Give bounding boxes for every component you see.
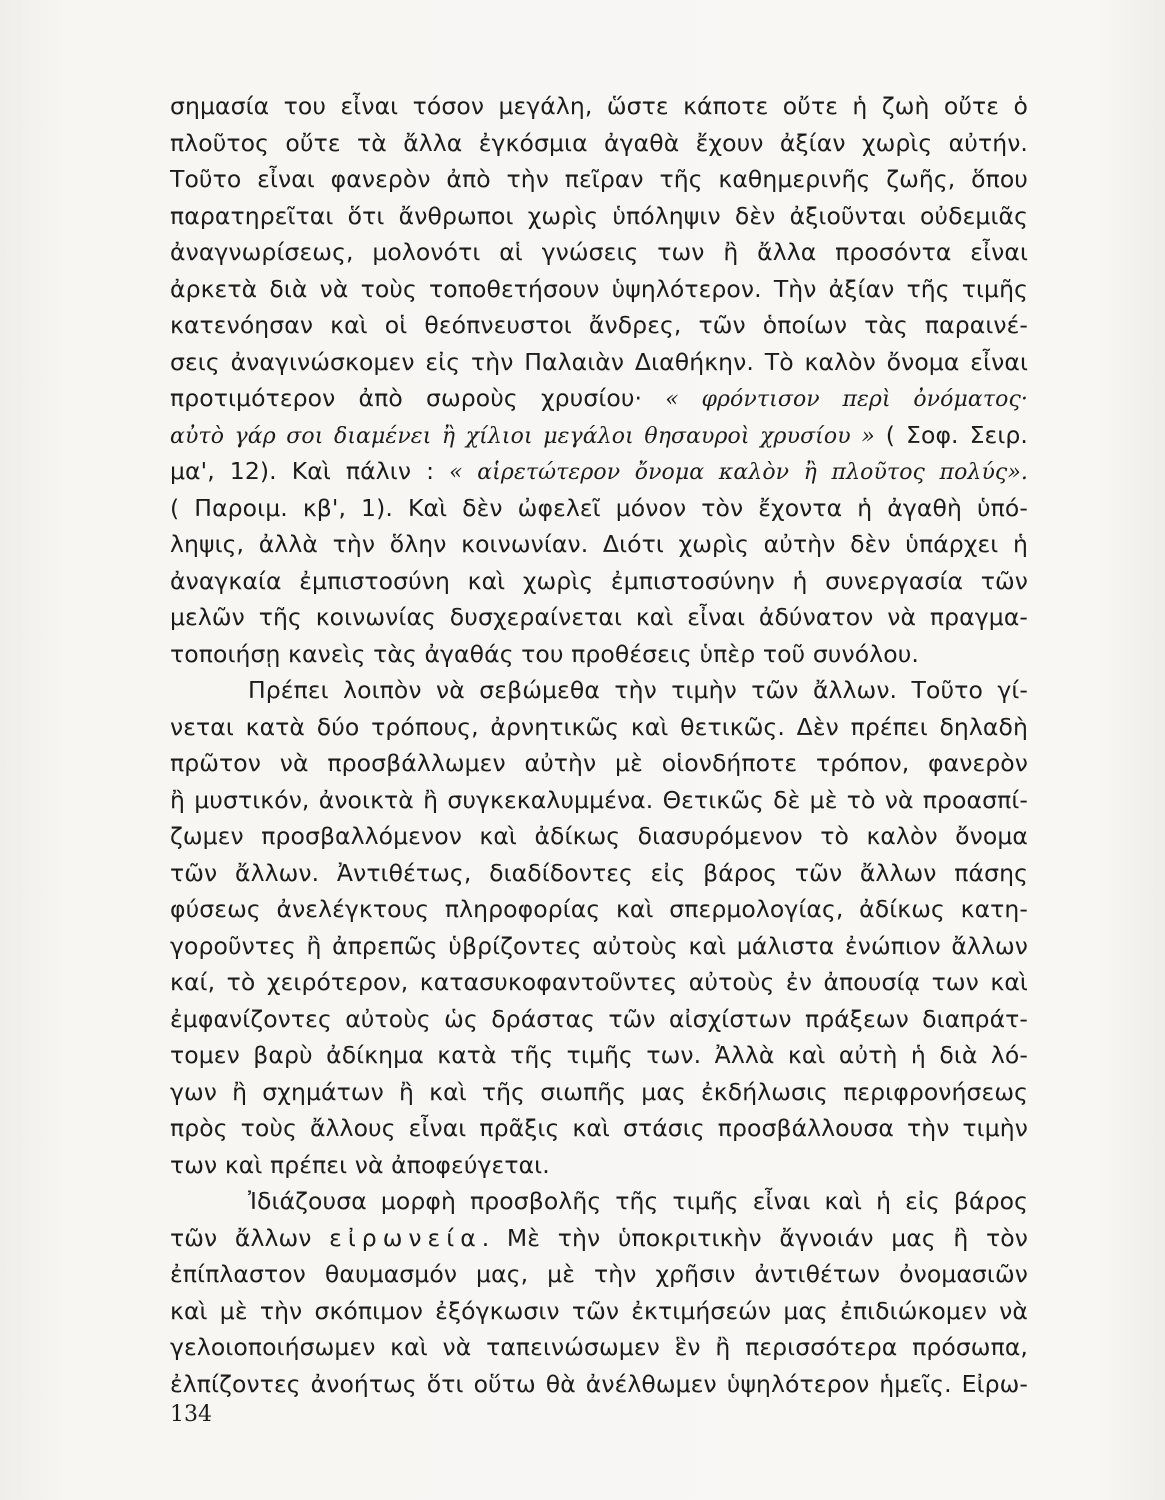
text-line-with-quote	[170, 453, 1028, 490]
text-line: γελοιοποιήσωμεν καὶ νὰ ταπεινώσωμεν ἓν ἢ περισσότερα πρόσωπα,	[170, 1333, 1028, 1361]
text-line: ἐμφανίζοντες αὐτοὺς ὡς δράστας τῶν αἰσχίστων πράξεων διαπράτ-	[170, 1004, 1028, 1033]
text-line: ἐπίπλαστον θαυμασμόν μας, μὲ τὴν χρῆσιν ἀντιθέτων ὀνομασιῶν	[170, 1260, 1028, 1288]
text-line-with-quote	[170, 417, 1028, 454]
text-line: φύσεως ἀνελέγκτους πληροφορίας καὶ σπερμολογίας, ἀδίκως κατη-	[170, 895, 1028, 923]
text-line: γων ἢ σχημάτων ἢ καὶ τῆς σιωπῆς μας ἐκδήλωσις περιφρονήσεως	[170, 1077, 1028, 1106]
text-line-with-quote	[170, 380, 1028, 417]
paragraph-first-line: Ἰδιάζουσα μορφὴ προσβολῆς τῆς τιμῆς εἶναι καὶ ἡ εἰς βάρος	[248, 1187, 1028, 1215]
text-line: ἀναγκαία ἐμπιστοσύνη καὶ χωρὶς ἐμπιστοσύνην ἡ συνεργασία τῶν	[170, 566, 1028, 595]
paragraph-first-line: Πρέπει λοιπὸν νὰ σεβώμεθα τὴν τιμὴν τῶν ἄλλων. Τοῦτο γί-	[248, 676, 1028, 704]
text-line: ἐλπίζοντες ἀνοήτως ὅτι οὕτω θὰ ἀνέλθωμεν ὑψηλότερον ἡμεῖς. Εἰρω-	[170, 1369, 1028, 1398]
text-line: ζωμεν προσβαλλόμενον καὶ ἀδίκως διασυρόμενον τὸ καλὸν ὄνομα	[170, 822, 1028, 850]
text-line: παρατηρεῖται ὅτι ἄνθρωποι χωρὶς ὑπόληψιν δὲν ἀξιοῦνται οὐδεμιᾶς	[170, 201, 1028, 230]
text-line: πλοῦτος οὔτε τὰ ἄλλα ἐγκόσμια ἀγαθὰ ἔχουν ἀξίαν χωρὶς αὐτήν.	[170, 128, 1028, 157]
text-line: πρῶτον νὰ προσβάλλωμεν αὐτὴν μὲ οἱονδήποτε τρόπον, φανερὸν	[170, 749, 1028, 777]
italic-quote: αὐτὸ γάρ σοι διαμένει ἢ χίλιοι μεγάλοι θησαυροὶ χρυσίου »	[170, 423, 875, 449]
text-line: μελῶν τῆς κοινωνίας δυσχεραίνεται καὶ εἶναι ἀδύνατον νὰ πραγμα-	[170, 603, 1028, 631]
text-line: καί, τὸ χειρότερον, κατασυκοφαντοῦντες αὐτοὺς ἐν ἀπουσίᾳ των καὶ	[170, 968, 1028, 996]
text-line: κατενόησαν καὶ οἱ θεόπνευστοι ἄνδρες, τῶν ὁποίων τὰς παραινέ-	[170, 311, 1028, 339]
text-line: ἀρκετὰ διὰ νὰ τοὺς τοποθετήσουν ὑψηλότερον. Τὴν ἀξίαν τῆς τιμῆς	[170, 274, 1028, 303]
text-line: σημασία του εἶναι τόσον μεγάλη, ὥστε κάποτε οὔτε ἡ ζωὴ οὔτε ὁ	[170, 92, 1028, 120]
text-line: τομεν βαρὺ ἀδίκημα κατὰ τῆς τιμῆς των. Ἀλλὰ καὶ αὐτὴ ἡ διὰ λό-	[170, 1041, 1028, 1069]
text-line: Τοῦτο εἶναι φανερὸν ἀπὸ τὴν πεῖραν τῆς καθημερινῆς ζωῆς, ὅπου	[170, 165, 1028, 193]
text-segment: τῶν ἄλλων	[170, 1223, 330, 1252]
text-line: σεις ἀναγινώσκομεν εἰς τὴν Παλαιὰν Διαθήκην. Τὸ καλὸν ὄνομα εἶναι	[170, 347, 1028, 376]
italic-quote: « φρόντισον περὶ ὀνόματος·	[665, 387, 1028, 412]
body-text	[170, 88, 1028, 1402]
text-line: καὶ μὲ τὴν σκόπιμον ἐξόγκωσιν τῶν ἐκτιμήσεών μας ἐπιδιώκομεν νὰ	[170, 1296, 1028, 1325]
italic-quote: « αἱρετώτερον ὄνομα καλὸν ἢ πλοῦτος πολύς».	[449, 460, 1029, 485]
text-segment: προτιμότερον ἀπὸ σωροὺς χρυσίου·	[170, 384, 666, 412]
text-line: ἀναγνωρίσεως, μολονότι αἱ γνώσεις των ἢ ἄλλα προσόντα εἶναι	[170, 238, 1028, 266]
paragraph-last-line: των καὶ πρέπει νὰ ἀποφεύγεται.	[170, 1150, 550, 1179]
paragraph-last-line: τοποιήσῃ κανεὶς τὰς ἀγαθάς του προθέσεις ὑπὲρ τοῦ συνόλου.	[170, 639, 919, 668]
text-line: ληψις, ἀλλὰ τὴν ὅλην κοινωνίαν. Διότι χωρὶς αὐτὴν δὲν ὑπάρχει ἡ	[170, 530, 1028, 558]
spaced-emphasis: εἰρωνεία	[329, 1223, 482, 1252]
text-line: γοροῦντες ἢ ἀπρεπῶς ὑβρίζοντες αὐτοὺς καὶ μάλιστα ἐνώπιον ἄλλων	[170, 931, 1028, 960]
text-line: ( Παροιμ. κβ', 1). Καὶ δὲν ὠφελεῖ μόνον τὸν ἔχοντα ἡ ἀγαθὴ ὑπό-	[170, 493, 1028, 522]
text-line: ἢ μυστικόν, ἀνοικτὰ ἢ συγκεκαλυμμένα. Θετικῶς δὲ μὲ τὸ νὰ προασπί-	[170, 785, 1028, 814]
citation: ( Σοφ. Σειρ.	[874, 420, 1028, 449]
text-line: πρὸς τοὺς ἄλλους εἶναι πρᾶξις καὶ στάσις προσβάλλουσα τὴν τιμὴν	[170, 1114, 1028, 1142]
text-line-with-spaced-word	[170, 1220, 1028, 1257]
page-number: 134	[170, 1402, 212, 1427]
text-segment: . Μὲ τὴν ὑποκριτικὴν ἄγνοιάν μας ἢ τὸν	[481, 1223, 1028, 1252]
text-line: νεται κατὰ δύο τρόπους, ἀρνητικῶς καὶ θετικῶς. Δὲν πρέπει δηλαδὴ	[170, 712, 1028, 741]
text-line: τῶν ἄλλων. Ἀντιθέτως, διαδίδοντες εἰς βάρος τῶν ἄλλων πάσης	[170, 858, 1028, 887]
text-segment: μα', 12). Καὶ πάλιν :	[170, 457, 450, 485]
